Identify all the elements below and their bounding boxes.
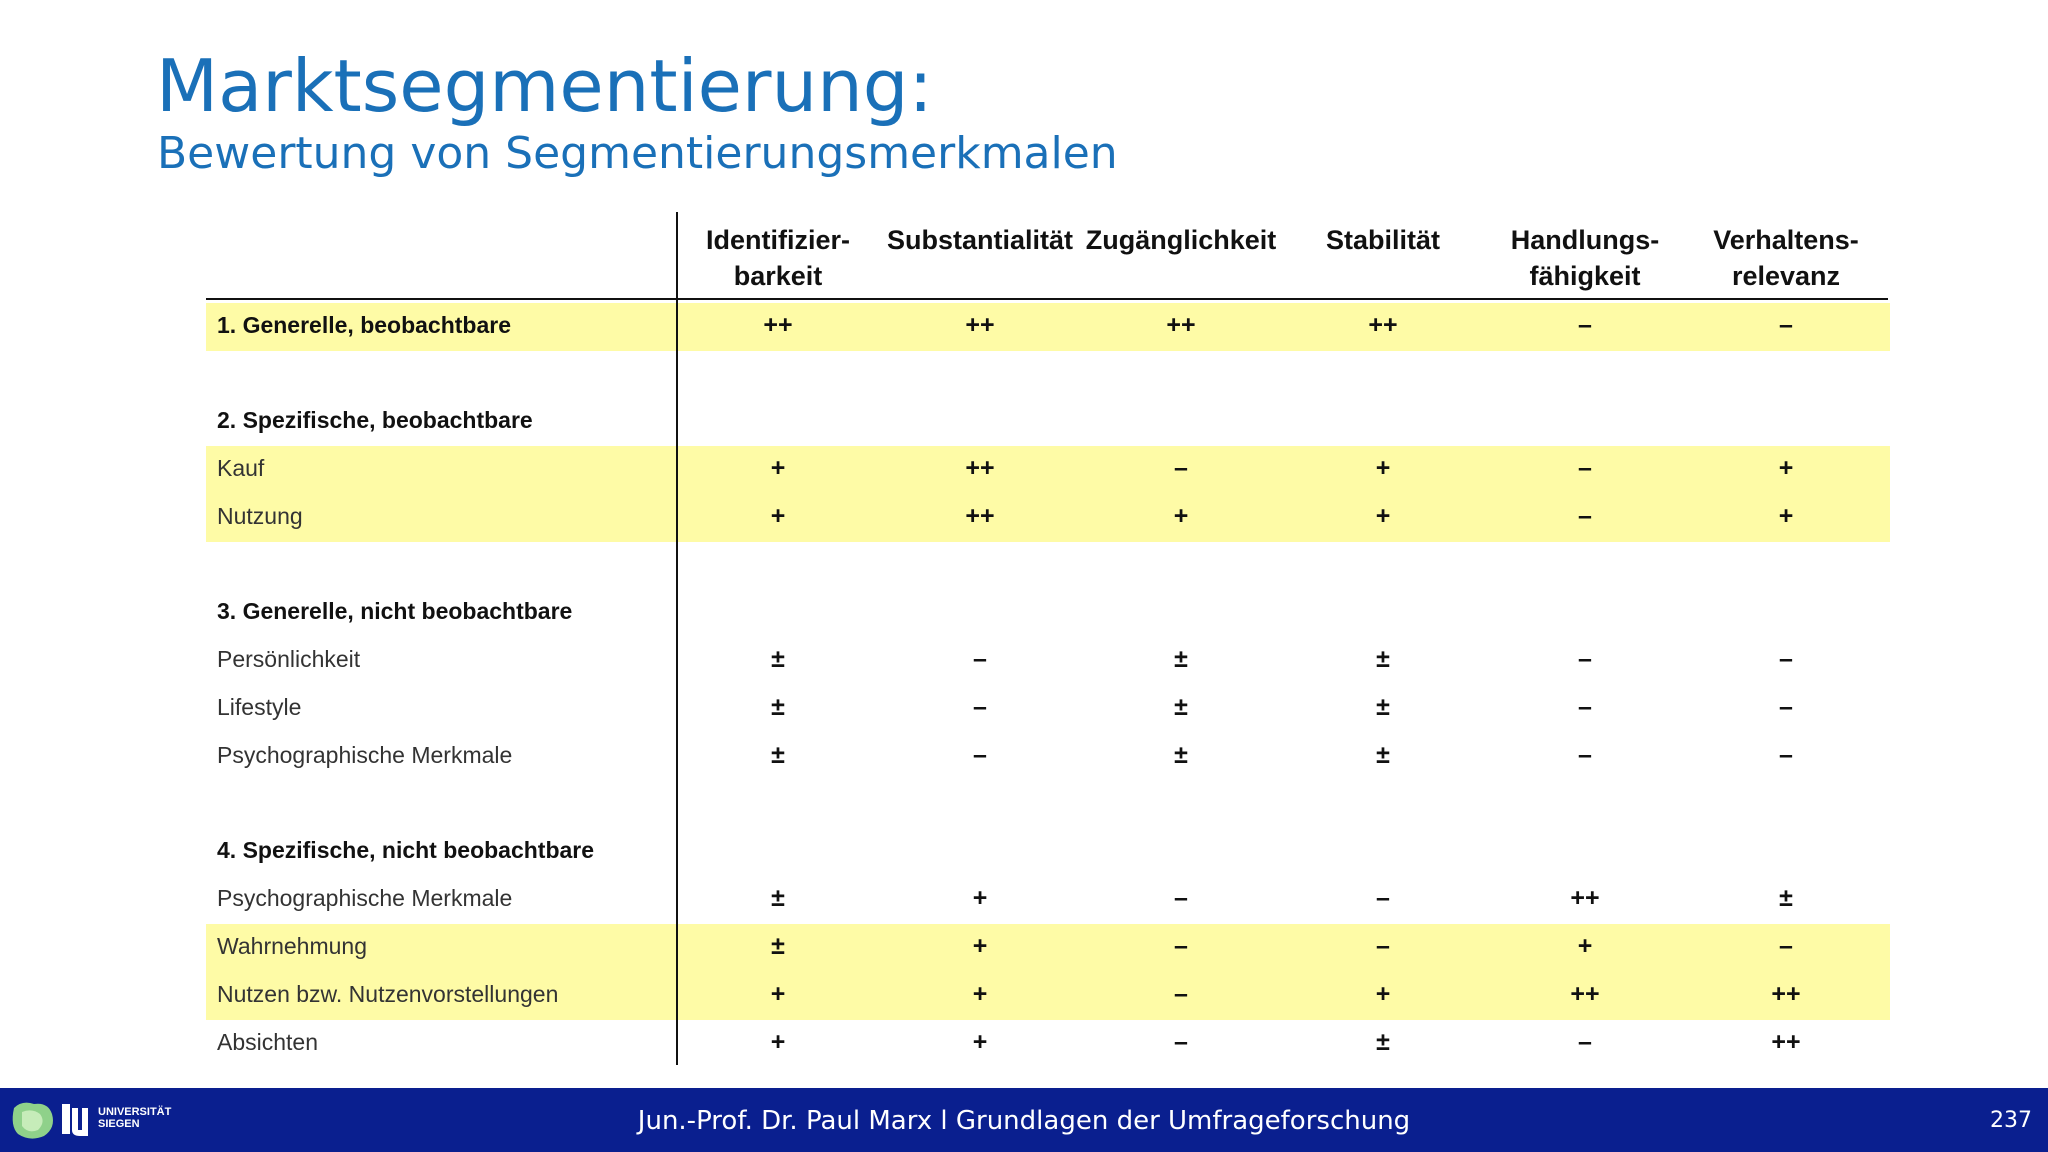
rating-cell: +	[1778, 502, 1794, 530]
row-highlight	[206, 494, 1890, 542]
group-label: 4. Spezifische, nicht beobachtbare	[217, 837, 595, 863]
rating-cell: –	[1578, 502, 1592, 530]
rating-cell: –	[1779, 741, 1793, 769]
rating-cell: +	[770, 980, 786, 1008]
rating-cell: –	[1578, 454, 1592, 482]
rating-cell: ±	[771, 884, 785, 912]
rating-cell: +	[972, 980, 988, 1008]
rating-cell: –	[1578, 693, 1592, 721]
rating-cell: –	[1376, 884, 1390, 912]
row-label: Nutzen bzw. Nutzenvorstellungen	[217, 981, 559, 1007]
row-label: Kauf	[217, 455, 265, 481]
footer-bar	[0, 1088, 2048, 1152]
rating-cell: +	[1375, 502, 1391, 530]
rating-cell: –	[1578, 741, 1592, 769]
row-label: Wahrnehmung	[217, 933, 368, 959]
row-label: Lifestyle	[217, 694, 302, 720]
rating-cell: –	[1779, 932, 1793, 960]
rating-cell: ++	[1368, 311, 1398, 339]
rating-cell: –	[973, 645, 987, 673]
rating-cell: –	[1376, 932, 1390, 960]
column-header: Handlungs- fähigkeit	[1510, 225, 1660, 291]
rating-cell: –	[973, 741, 987, 769]
rating-cell: –	[1174, 1028, 1188, 1056]
rating-cell: –	[1578, 645, 1592, 673]
rating-cell: +	[972, 1028, 988, 1056]
group-label: 1. Generelle, beobachtbare	[217, 312, 512, 338]
header-divider	[206, 298, 1888, 300]
rating-cell: ±	[1376, 1028, 1390, 1056]
row-label: Absichten	[217, 1029, 319, 1055]
rating-cell: ++	[1570, 980, 1600, 1008]
rating-cell: ++	[1771, 980, 1801, 1008]
rating-cell: +	[1375, 454, 1391, 482]
rating-cell: ++	[965, 311, 995, 339]
column-header: Verhaltens- relevanz	[1713, 225, 1859, 291]
logo-wordmark: UNIVERSITÄT SIEGEN	[98, 1106, 172, 1130]
rating-cell: –	[1174, 884, 1188, 912]
rating-cell: ±	[1174, 741, 1188, 769]
rating-cell: –	[1779, 645, 1793, 673]
rating-cell: +	[1375, 980, 1391, 1008]
rating-cell: –	[973, 693, 987, 721]
rating-cell: ±	[771, 693, 785, 721]
rating-cell: –	[1174, 454, 1188, 482]
row-highlight	[206, 924, 1890, 972]
row-label: Persönlichkeit	[217, 646, 361, 672]
rating-cell: –	[1578, 311, 1592, 339]
column-header: Zugänglichkeit	[1085, 225, 1277, 255]
row-label: Nutzung	[217, 503, 303, 529]
row-label: Psychographische Merkmale	[217, 742, 513, 768]
rating-cell: –	[1779, 693, 1793, 721]
rating-cell: ++	[1166, 311, 1196, 339]
rating-cell: +	[1173, 502, 1189, 530]
column-header: Identifizier- barkeit	[705, 225, 850, 291]
column-header: Stabilität	[1325, 225, 1440, 255]
rating-cell: +	[770, 454, 786, 482]
rating-cell: –	[1174, 980, 1188, 1008]
rating-cell: ++	[1570, 884, 1600, 912]
slide-subtitle: Bewertung von Segmentierungsmerkmalen	[157, 128, 1118, 179]
rating-cell: +	[770, 502, 786, 530]
row-highlight	[206, 446, 1890, 494]
rating-cell: ±	[771, 645, 785, 673]
rating-cell: ++	[1771, 1028, 1801, 1056]
rating-cell: +	[1778, 454, 1794, 482]
group-label: 2. Spezifische, beobachtbare	[217, 407, 533, 433]
rating-cell: ±	[1376, 741, 1390, 769]
rating-cell: ±	[1174, 645, 1188, 673]
group-label: 3. Generelle, nicht beobachtbare	[217, 598, 573, 624]
rating-cell: +	[972, 932, 988, 960]
rating-cell: ±	[1174, 693, 1188, 721]
rating-cell: ±	[1779, 884, 1793, 912]
rating-cell: –	[1174, 932, 1188, 960]
rating-cell: ++	[965, 454, 995, 482]
column-header: Substantialität	[886, 225, 1074, 255]
rating-cell: ++	[965, 502, 995, 530]
rating-cell: –	[1578, 1028, 1592, 1056]
rating-cell: ±	[771, 741, 785, 769]
rating-cell: ±	[1376, 645, 1390, 673]
rating-cell: +	[1577, 932, 1593, 960]
rating-cell: ±	[771, 932, 785, 960]
column-divider	[676, 212, 678, 1065]
rating-cell: +	[972, 884, 988, 912]
row-label: Psychographische Merkmale	[217, 885, 513, 911]
slide-title: Marktsegmentierung:	[156, 44, 933, 128]
rating-cell: +	[770, 1028, 786, 1056]
footer-text: Jun.-Prof. Dr. Paul Marx l Grundlagen der Umfrageforschung	[637, 1106, 1411, 1136]
rating-cell: –	[1779, 311, 1793, 339]
rating-cell: ++	[763, 311, 793, 339]
page-number: 237	[1990, 1108, 2032, 1133]
rating-cell: ±	[1376, 693, 1390, 721]
